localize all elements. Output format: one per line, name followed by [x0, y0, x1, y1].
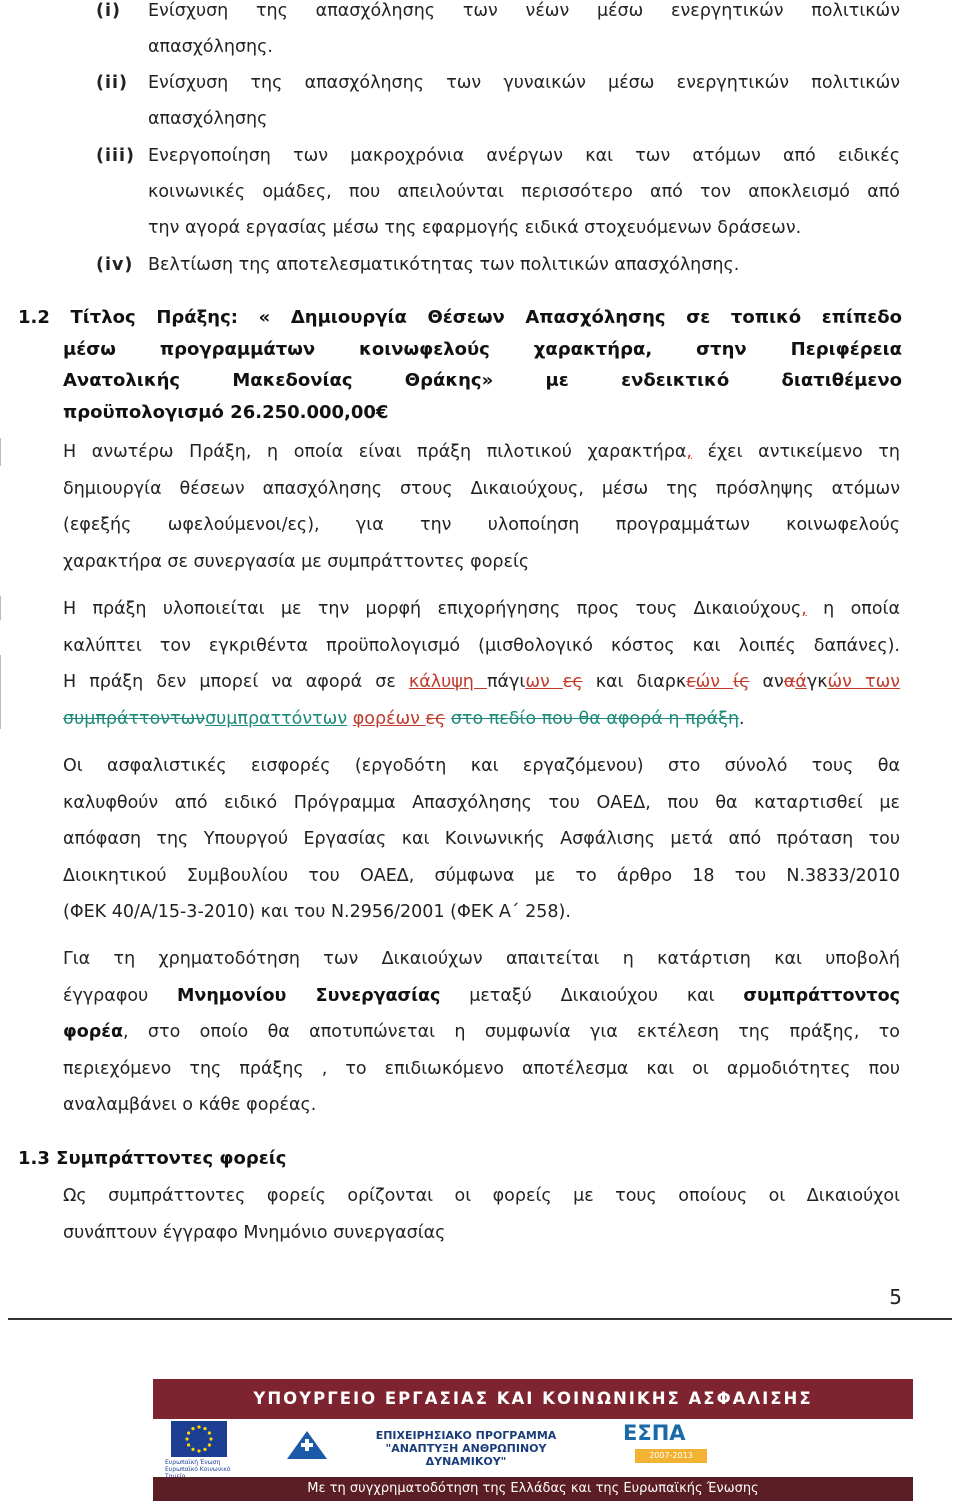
paragraph-partners: Ως συμπράττοντες φορείς ορίζονται οι φορείς με τους οποίους οι Δικαιούχοι συνάπτουν έγγραφο Μνημόνιο συνεργασίας — [63, 1186, 900, 1243]
tracked-insertion: φορέων — [352, 708, 426, 729]
list-item-iii — [96, 138, 900, 246]
tracked-insertion: συμπραττόντων — [205, 708, 348, 729]
list-text-line: την αγορά εργασίας μέσω της εφαρμογής ειδικά στοχευόμενων δράσεων. — [148, 218, 802, 238]
tracked-insertion: κάλυψη — [408, 672, 487, 692]
heading-line-1: 1.2 Τίτλος Πράξης: « Δημιουργία Θέσεων Απασχόλησης σε τοπικό επίπεδο — [18, 307, 902, 328]
tracked-deletion: συμπράττοντων — [63, 708, 206, 729]
list-text-line: Ενίσχυση της απασχόλησης των γυναικών μέσω ενεργητικών πολιτικών — [148, 73, 900, 93]
list-number: (ii) — [96, 73, 128, 93]
greek-flag-logo-icon — [283, 1425, 333, 1467]
paragraph-insurance-contributions: Οι ασφαλιστικές εισφορές (εργοδότη και εργαζόμενου) στο σύνολό τους θα καλυφθούν από ειδικό Πρόγραμμα Απασχόλησης του ΟΑΕΔ, που θα καταρτισθεί με απόφαση της Υπουργού Εργασίας και Κοινωνικής Ασφάλισης μετά από πρόταση του Διοικητικού Συμβουλίου του ΟΑΕΔ, σύμφωνα με το άρθρο 18 του Ν.3833/2010 (ΦΕΚ 40/Α/15-3-2010) και του Ν.2956/2001 (ΦΕΚ Α΄ 258). — [63, 756, 900, 922]
tracked-insertion: ά — [795, 672, 807, 692]
operational-programme: ΕΠΙΧΕΙΡΗΣΙΑΚΟ ΠΡΟΓΡΑΜΜΑ "ΑΝΑΠΤΥΞΗ ΑΝΘΡΩΠΙΝΟΥ ΔΥΝΑΜΙΚΟΥ" — [375, 1429, 557, 1468]
list-number: (i) — [96, 1, 121, 21]
tracked-insertion: ών — [695, 672, 734, 692]
paragraph-implementation: Η πράξη υλοποιείται με την μορφή επιχορήγησης προς τους Δικαιούχους, η οποία καλύπτει τον εγκριθέντα προϋπολογισμό (μισθολογικό κόστος και λοιπές δαπάνες). Η πράξη δεν μπορεί να αφορά σε κάλυψη πάγιων ες και διαρκεών ίς αναάγκών των συμπράττοντωνσυμπραττόντων φορέων ες στο πεδίο που θα αφορά η πράξη. — [63, 599, 901, 729]
tracked-deletion: ες — [425, 708, 446, 729]
ministry-banner: ΥΠΟΥΡΓΕΙΟ ΕΡΓΑΣΙΑΣ ΚΑΙ ΚΟΙΝΩΝΙΚΗΣ ΑΣΦΑΛΙΣΗΣ — [153, 1379, 913, 1419]
tracked-deletion: ε — [686, 672, 696, 692]
heading-line-3: Ανατολικής Μακεδονίας Θράκης» με ενδεικτικό διατιθέμενο — [63, 370, 902, 391]
list-text-line: Ενίσχυση της απασχόλησης των νέων μέσω ενεργητικών πολιτικών — [148, 1, 900, 21]
list-item-iv — [96, 247, 900, 283]
change-bar — [0, 655, 1, 729]
page-number: 5 — [889, 1285, 902, 1309]
change-bar — [0, 438, 1, 466]
change-bar — [0, 596, 1, 620]
eu-caption: Ευρωπαϊκή Ένωση Ευρωπαϊκό Κοινωνικό — [165, 1459, 231, 1473]
list-number: (iii) — [96, 146, 135, 166]
list-item-i — [96, 0, 900, 65]
list-text-line: Ενεργοποίηση των μακροχρόνια ανέργων και των ατόμων από ειδικές — [148, 146, 900, 166]
footer-divider — [8, 1318, 952, 1320]
section-1-3-heading: 1.3 Συμπράττοντες φορείς — [18, 1148, 287, 1169]
espa-logo: ΕΣΠΑ 2007-2013 — [623, 1421, 713, 1469]
heading-line-4: προϋπολογισμό 26.250.000,00€ — [63, 401, 389, 423]
tracked-deletion: ίς — [733, 672, 750, 692]
eu-flag-icon — [171, 1421, 227, 1457]
cofunding-statement: Με τη συγχρηματοδότηση της Ελλάδας και της Ευρωπαϊκής Ένωσης — [153, 1477, 913, 1501]
heading-line-2: μέσω προγραμμάτων κοινωφελούς χαρακτήρα, στην Περιφέρεια — [63, 338, 902, 360]
list-item-ii — [96, 65, 900, 137]
logos-strip — [153, 1419, 913, 1477]
tracked-insertion: ών των — [827, 672, 901, 692]
list-text-line: Βελτίωση της αποτελεσματικότητας των πολιτικών απασχόλησης. — [148, 255, 740, 275]
list-text-line: απασχόλησης. — [148, 37, 273, 57]
tracked-deletion: στο πεδίο που θα αφορά η πράξη — [450, 708, 740, 729]
list-text-line: κοινωνικές ομάδες, που απειλούνται περισσότερο από τον αποκλεισμό από — [148, 182, 900, 202]
section-1-2-heading — [18, 302, 902, 428]
paragraph-financing: Για τη χρηματοδότηση των Δικαιούχων απαιτείται η κατάρτιση και υποβολή έγγραφου Μνημονίου Συνεργασίας μεταξύ Δικαιούχου και συμπράττοντος φορέα, στο οποίο θα αποτυπώνεται η συμφωνία για εκτέλεση της πράξης, το περιεχόμενο της πράξης , το επιδιωκόμενο αποτέλεσμα και οι αρμοδιότητες που αναλαμβάνει ο κάθε φορέας. — [63, 949, 900, 1115]
list-text-line: απασχόλησης — [148, 109, 268, 129]
list-number: (iv) — [96, 255, 134, 275]
tracked-insertion: ων — [525, 672, 563, 692]
paragraph-action-description: Η ανωτέρω Πράξη, η οποία είναι πράξη πιλοτικού χαρακτήρα, έχει αντικείμενο τη δημιουργία θέσεων απασχόλησης στους Δικαιούχους, μέσω της πρόσληψης ατόμων (εφεξής ωφελούμενοι/ες), για την υλοποίηση προγραμμάτων κοινωφελούς χαρακτήρα σε συνεργασία με συμπράττοντες φορείς — [63, 442, 900, 572]
tracked-insertion: , — [686, 442, 692, 462]
tracked-deletion: ες — [562, 672, 583, 692]
tracked-deletion: α — [783, 672, 796, 692]
tracked-insertion: , — [801, 599, 807, 619]
section-number: 1.2 — [18, 307, 50, 328]
